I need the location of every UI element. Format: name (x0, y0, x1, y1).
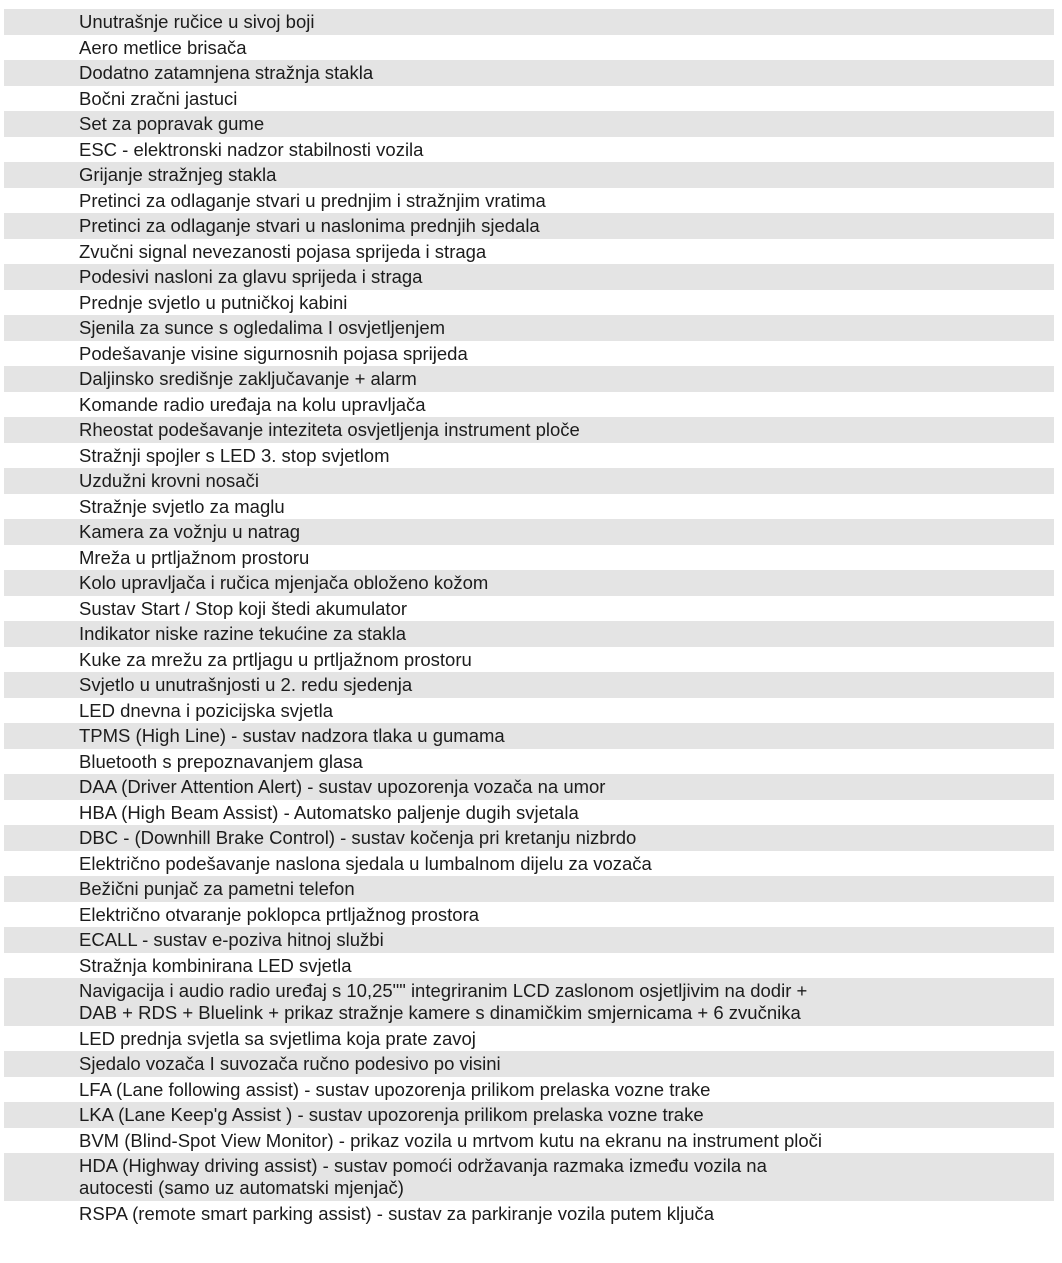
list-item-text: Svjetlo u unutrašnjosti u 2. redu sjedenja (79, 674, 413, 695)
list-item (4, 723, 1054, 749)
list-item-text: BVM (Blind-Spot View Monitor) - prikaz vozila u mrtvom kutu na ekranu na instrument ploči (79, 1129, 823, 1151)
list-item (4, 672, 1054, 698)
list-item-text: RSPA (remote smart parking assist) - sustav za parkiranje vozila putem ključa (79, 1202, 715, 1224)
list-item (4, 1201, 1054, 1227)
list-item-text: LED prednja svjetla sa svjetlima koja prate zavoj (79, 1027, 476, 1049)
list-item (4, 570, 1054, 596)
list-item-text: Sjedalo vozača I suvozača ručno podesivo po visini (79, 1053, 501, 1074)
list-item (4, 647, 1054, 673)
list-item (4, 341, 1054, 367)
list-item (4, 902, 1054, 928)
list-item (4, 1102, 1054, 1128)
list-item (4, 9, 1054, 35)
list-item (4, 1051, 1054, 1077)
list-item-text: Komande radio uređaja na kolu upravljača (79, 393, 426, 415)
list-item-text: Uzdužni krovni nosači (79, 470, 259, 491)
list-item (4, 213, 1054, 239)
list-item (4, 1153, 1054, 1201)
list-item-text: Stražnja kombinirana LED svjetla (79, 954, 352, 976)
list-item-text: Bluetooth s prepoznavanjem glasa (79, 750, 363, 772)
list-item (4, 1128, 1054, 1154)
list-item (4, 825, 1054, 851)
list-item-text: Aero metlice brisača (79, 36, 247, 58)
list-item-text: Pretinci za odlaganje stvari u prednjim i stražnjim vratima (79, 189, 546, 211)
list-item-text: Pretinci za odlaganje stvari u naslonima prednjih sjedala (79, 215, 540, 236)
list-item (4, 953, 1054, 979)
list-item (4, 162, 1054, 188)
list-item (4, 927, 1054, 953)
list-item (4, 774, 1054, 800)
list-item (4, 851, 1054, 877)
list-item (4, 86, 1054, 112)
list-item-text: LFA (Lane following assist) - sustav upozorenja prilikom prelaska vozne trake (79, 1078, 711, 1100)
list-item (4, 494, 1054, 520)
list-item (4, 545, 1054, 571)
list-item-text: Stražnji spojler s LED 3. stop svjetlom (79, 444, 390, 466)
list-item-text: Unutrašnje ručice u sivoj boji (79, 11, 315, 32)
list-item (4, 1026, 1054, 1052)
list-item (4, 1077, 1054, 1103)
list-item (4, 239, 1054, 265)
list-item (4, 443, 1054, 469)
list-item (4, 596, 1054, 622)
list-item (4, 392, 1054, 418)
list-item-text: Prednje svjetlo u putničkoj kabini (79, 291, 348, 313)
list-item-text: Zvučni signal nevezanosti pojasa sprijeda i straga (79, 240, 487, 262)
list-item (4, 519, 1054, 545)
list-item-text: HBA (High Beam Assist) - Automatsko paljenje dugih svjetala (79, 801, 579, 823)
list-item-text: Podesivi nasloni za glavu sprijeda i straga (79, 266, 423, 287)
list-item-text: Bežični punjač za pametni telefon (79, 878, 355, 899)
list-item (4, 188, 1054, 214)
list-item-text: Navigacija i audio radio uređaj s 10,25"" integriranim LCD zaslonom osjetljivim na dodir + DAB + RDS + Bluelink + prikaz stražnje kamere s dinamičkim smjernicama + 6 zvučnika (79, 980, 808, 1023)
list-item (4, 468, 1054, 494)
list-item (4, 60, 1054, 86)
list-item (4, 621, 1054, 647)
list-item-text: Električno podešavanje naslona sjedala u lumbalnom dijelu za vozača (79, 852, 652, 874)
list-item-text: Bočni zračni jastuci (79, 87, 238, 109)
list-item (4, 290, 1054, 316)
list-item (4, 417, 1054, 443)
list-item-text: HDA (Highway driving assist) - sustav pomoći održavanja razmaka između vozila na autocesti (samo uz automatski mjenjač) (79, 1155, 767, 1198)
list-item-text: TPMS (High Line) - sustav nadzora tlaka u gumama (79, 725, 505, 746)
list-item-text: Stražnje svjetlo za maglu (79, 495, 285, 517)
list-item (4, 315, 1054, 341)
list-item-text: Indikator niske razine tekućine za stakla (79, 623, 407, 644)
list-item-text: Daljinsko središnje zaključavanje + alarm (79, 368, 417, 389)
list-item-text: Sjenila za sunce s ogledalima I osvjetljenjem (79, 317, 446, 338)
list-item-text: ECALL - sustav e-poziva hitnoj službi (79, 929, 384, 950)
list-item-text: DAA (Driver Attention Alert) - sustav upozorenja vozača na umor (79, 776, 606, 797)
list-item-text: Kolo upravljača i ručica mjenjača obloženo kožom (79, 572, 489, 593)
equipment-list (4, 9, 1054, 1226)
list-item-text: Podešavanje visine sigurnosnih pojasa sprijeda (79, 342, 468, 364)
list-item-text: ESC - elektronski nadzor stabilnosti vozila (79, 138, 424, 160)
list-item (4, 264, 1054, 290)
list-item (4, 800, 1054, 826)
list-item-text: Električno otvaranje poklopca prtljažnog prostora (79, 903, 480, 925)
list-item (4, 978, 1054, 1026)
list-item-text: DBC - (Downhill Brake Control) - sustav kočenja pri kretanju nizbrdo (79, 827, 637, 848)
list-item-text: Mreža u prtljažnom prostoru (79, 546, 310, 568)
list-item (4, 35, 1054, 61)
list-item-text: Sustav Start / Stop koji štedi akumulator (79, 597, 408, 619)
list-item (4, 111, 1054, 137)
list-item-text: Kamera za vožnju u natrag (79, 521, 301, 542)
list-item-text: LKA (Lane Keep'g Assist ) - sustav upozorenja prilikom prelaska vozne trake (79, 1104, 704, 1125)
list-item-text: Rheostat podešavanje inteziteta osvjetljenja instrument ploče (79, 419, 580, 440)
list-item (4, 876, 1054, 902)
list-item (4, 749, 1054, 775)
list-item-text: Grijanje stražnjeg stakla (79, 164, 277, 185)
list-item (4, 366, 1054, 392)
list-item-text: Dodatno zatamnjena stražnja stakla (79, 62, 374, 83)
list-item (4, 137, 1054, 163)
list-item-text: Kuke za mrežu za prtljagu u prtljažnom prostoru (79, 648, 472, 670)
list-item-text: Set za popravak gume (79, 113, 265, 134)
list-item-text: LED dnevna i pozicijska svjetla (79, 699, 333, 721)
list-item (4, 698, 1054, 724)
